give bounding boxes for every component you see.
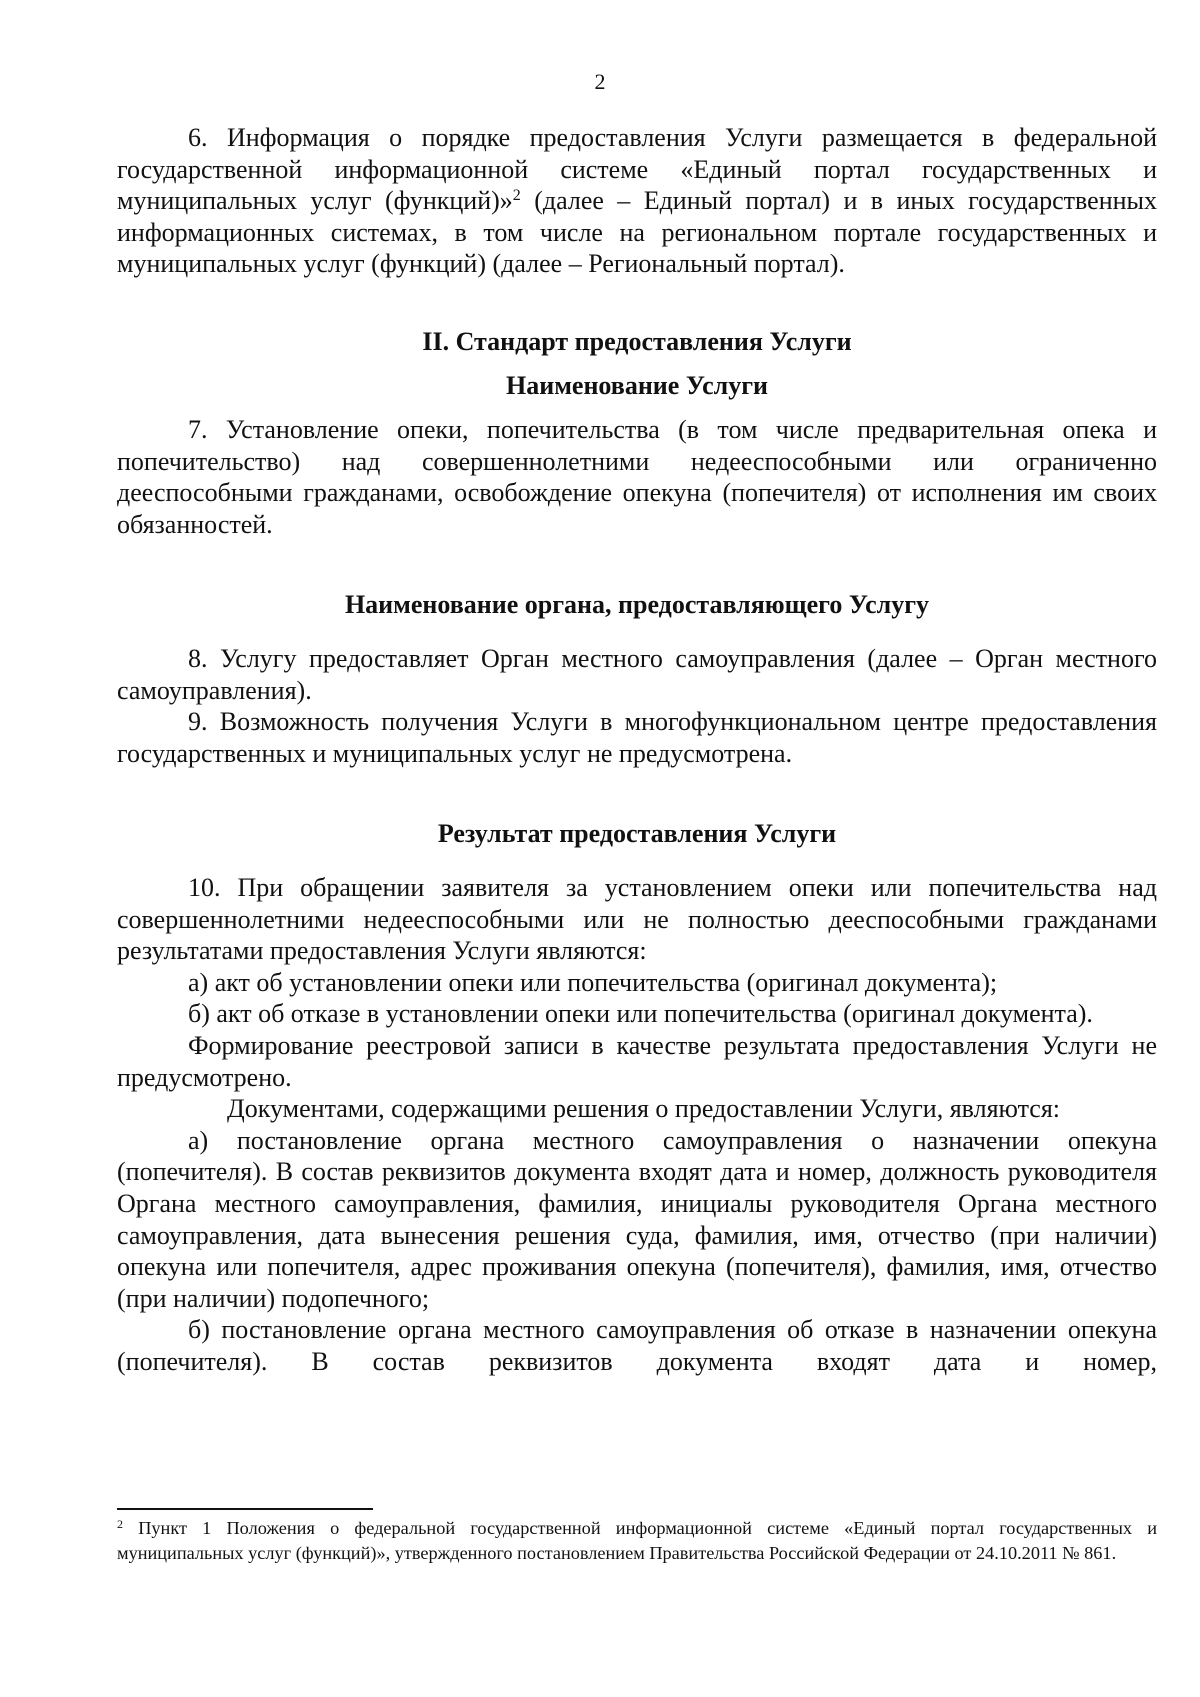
paragraph-6 <box>117 122 1157 280</box>
footnote <box>117 1516 1157 1566</box>
paragraph-10: 10. При обращении заявителя за установлением опеки или попечительства над совершеннолетними недееспособными или не полностью дееспособными гражданами результатами предоставления Услуги являются: <box>117 873 1157 966</box>
footnote-text: Пункт 1 Положения о федеральной государственной информационной системе «Единый портал государственных и муниципальных услуг (функций)», утвержденного постановлением Правительства Российской Федерации от 24.10.2011 № 861. <box>117 1518 1157 1563</box>
section-title: II. Стандарт предоставления Услуги <box>422 326 852 356</box>
heading-service-result: Результат предоставления Услуги <box>437 818 837 848</box>
footnote-separator <box>117 1508 373 1510</box>
paragraph-10-item-a: а) акт об установлении опеки или попечительства (оригинал документа); <box>188 967 998 997</box>
decision-document-item-a: а) постановление органа местного самоуправления о назначении опекуна (попечителя). В состав реквизитов документа входят дата и номер, должность руководителя Органа местного самоуправления, фамилия, инициалы руководителя Органа местного самоуправления, дата вынесения решения суда, фамилия, имя, отчество (при наличии) опекуна или попечителя, адрес проживания опекуна (попечителя), фамилия, имя, отчество (при наличии) подопечного; <box>117 1125 1157 1313</box>
heading-service-name: Наименование Услуги <box>505 370 769 400</box>
page-number: 2 <box>594 69 606 94</box>
footnote-reference[interactable]: 2 <box>512 187 521 205</box>
paragraph-9: 9. Возможность получения Услуги в многофункциональном центре предоставления государственных и муниципальных услуг не предусмотрена. <box>117 707 1157 768</box>
heading-service-provider: Наименование органа, предоставляющего Услугу <box>344 589 930 619</box>
paragraph-8: 8. Услугу предоставляет Орган местного самоуправления (далее – Орган местного самоуправления). <box>117 644 1157 705</box>
paragraph-10-item-b: б) акт об отказе в установлении опеки или попечительства (оригинал документа). <box>188 999 1093 1029</box>
decision-document-item-b: б) постановление органа местного самоуправления об отказе в назначении опекуна (попечителя). В состав реквизитов документа входят дата и номер, <box>117 1315 1157 1376</box>
footnote-mark: 2 <box>117 1517 123 1531</box>
paragraph-registry-record: Формирование реестровой записи в качестве результата предоставления Услуги не предусмотрено. <box>117 1031 1157 1092</box>
paragraph-6-text-end: (далее – Единый портал) и в иных государственных информационных системах, в том числе на региональном портале государственных и муниципальных услуг (функций) (далее – Региональный портал). <box>117 186 1157 279</box>
paragraph-decision-documents-intro: Документами, содержащими решения о предоставлении Услуги, являются: <box>227 1094 1061 1124</box>
document-body <box>117 122 1157 1378</box>
paragraph-6-text-start: 6. Информация о порядке предоставления Услуги размещается в федеральной государственной информационной системе «Единый портал государственных и муниципальных услуг (функций)» <box>117 123 1157 216</box>
paragraph-7: 7. Установление опеки, попечительства (в том числе предварительная опека и попечительство) над совершеннолетними недееспособными или ограниченно дееспособными гражданами, освобождение опекуна (попечителя) от исполнения им своих обязанностей. <box>117 415 1157 539</box>
